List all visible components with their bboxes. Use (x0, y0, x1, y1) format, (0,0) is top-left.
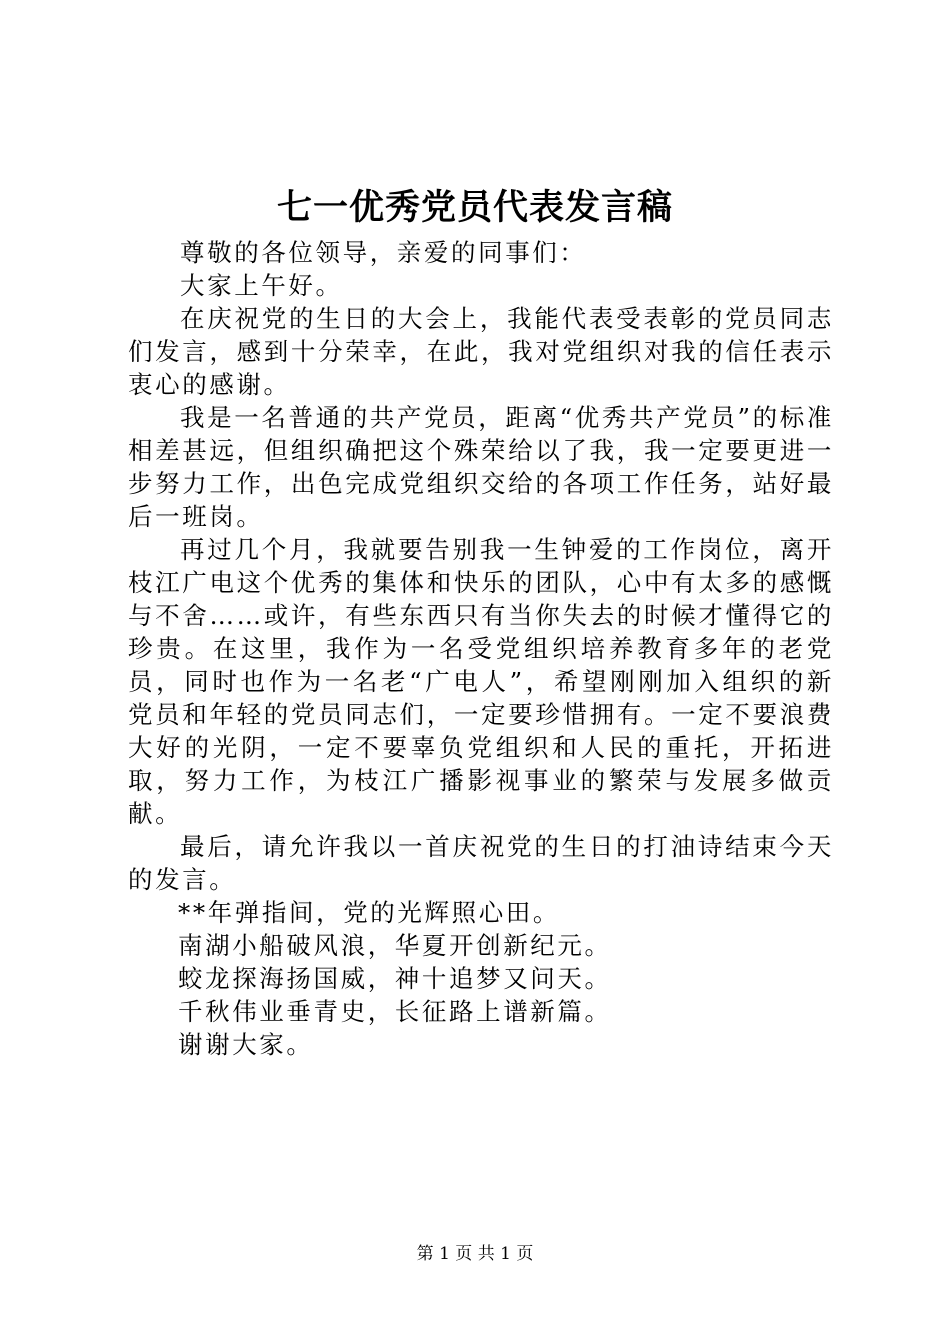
body-paragraph: 再过几个月，我就要告别我一生钟爱的工作岗位，离开枝江广电这个优秀的集体和快乐的团队，心中有太多的感慨与不舍……或许，有些东西只有当你失去的时候才懂得它的珍贵。在这里，我作为一名受党组织培养教育多年的老党员，同时也作为一名老“广电人”，希望刚刚加入组织的新党员和年轻的党员同志们，一定要珍惜拥有。一定不要浪费大好的光阴，一定不要辜负党组织和人民的重托，开拓进取，努力工作，为枝江广播影视事业的繁荣与发展多做贡献。 (128, 535, 834, 828)
poem-line: 南湖小船破风浪，华夏开创新纪元。 (178, 931, 612, 960)
body-paragraph: 我是一名普通的共产党员，距离“优秀共产党员”的标准相差甚远，但组织确把这个殊荣给以了我，我一定要更进一步努力工作，出色完成党组织交给的各项工作任务，站好最后一班岗。 (128, 403, 834, 531)
document-title: 七一优秀党员代表发言稿 (276, 187, 673, 228)
poem-line: **年弹指间，党的光辉照心田。 (178, 898, 560, 927)
closing-line: 谢谢大家。 (178, 1030, 314, 1059)
document-body (128, 236, 834, 1061)
page-footer: 第 1 页 共 1 页 (416, 1244, 534, 1264)
opening-line: 大家上午好。 (180, 271, 343, 300)
body-paragraph: 在庆祝党的生日的大会上，我能代表受表彰的党员同志们发言，感到十分荣幸，在此，我对党组织对我的信任表示衷心的感谢。 (128, 304, 834, 399)
poem-line: 千秋伟业垂青史，长征路上谱新篇。 (178, 997, 612, 1026)
poem-line: 蛟龙探海扬国威，神十追梦又问天。 (178, 964, 612, 993)
body-paragraph: 最后，请允许我以一首庆祝党的生日的打油诗结束今天的发言。 (128, 832, 834, 894)
greeting-line: 尊敬的各位领导，亲爱的同事们： (180, 238, 587, 267)
